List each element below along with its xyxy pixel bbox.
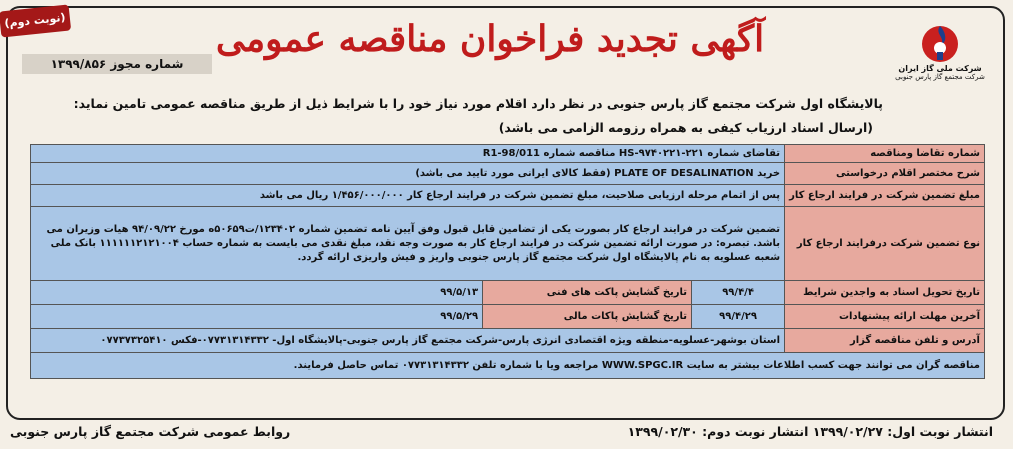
nigc-logo xyxy=(870,18,1010,106)
tech-opening-date: ۹۹/۵/۱۳ xyxy=(31,281,483,305)
delivery-date: ۹۹/۴/۴ xyxy=(692,281,785,305)
permit-number: شماره مجوز ۱۳۹۹/۸۵۶ xyxy=(22,54,212,74)
public-relations: روابط عمومی شرکت مجتمع گاز پارس جنوبی xyxy=(10,424,291,439)
logo-company-sub: شرکت مجتمع گاز پارس جنوبی xyxy=(895,73,985,81)
page-title: آگهی تجدید فراخوان مناقصه عمومی xyxy=(215,18,765,60)
intro-line: پالایشگاه اول شرکت مجتمع گاز پارس جنوبی در نظر دارد اقلام مورد نیاز خود را با شرایط ذیل از طریق مناقصه عمومی تامین نماید: xyxy=(73,96,883,111)
table-row xyxy=(31,353,985,379)
deadline-label: آخرین مهلت ارائه پیشنهادات xyxy=(785,305,985,329)
table-row xyxy=(31,305,985,329)
row-value: تقاضای شماره HS-۹۷۴۰۲۲۱-۲۲۱ مناقصه شماره R1-98/011 xyxy=(31,145,785,163)
financial-opening-label: تاریخ گشایش پاکات مالی xyxy=(483,305,692,329)
round-badge: (نوبت دوم) xyxy=(0,4,71,37)
table-row xyxy=(31,145,985,163)
table-row xyxy=(31,163,985,185)
logo-company-name: شرکت ملی گاز ایران xyxy=(898,64,982,73)
table-row xyxy=(31,185,985,207)
flame-logo-icon xyxy=(917,18,963,64)
table-row xyxy=(31,281,985,305)
row-label: شرح مختصر اقلام درخواستی xyxy=(785,163,985,185)
row-label: مبلغ تضمین شرکت در فرایند ارجاع کار xyxy=(785,185,985,207)
address-value: استان بوشهر-عسلویه-منطقه ویژه اقتصادی انرژی پارس-شرکت مجتمع گاز پارس جنوبی-پالایشگاه اول- ۰۷۷۳۱۳۱۴۳۳۲-فکس ۰۷۷۳۷۳۲۵۴۱۰ xyxy=(31,329,785,353)
row-value: تضمین شرکت در فرایند ارجاع کار بصورت یکی از تضامین قابل قبول وفق آیین نامه تضمین شماره ۱۲۳۴۰۲/ت۵۰۶۵۹ه مورخ ۹۴/۰۹/۲۲ هیات وزیران می باشد. تبصره: در صورت ارائه تضمین شرکت در فرایند ارجاع کار به صورت وجه نقد، مبلغ نقدی می بایست به شماره حساب ۱۱۱۱۱۱۲۱۲۱۰۰۴ بانک ملی شعبه عسلویه به نام پالایشگاه اول شرکت مجتمع گاز پارس جنوبی واریز و فیش واریزی ارائه گردد. xyxy=(31,207,785,281)
tech-opening-label: تاریخ گشایش پاکت های فنی xyxy=(483,281,692,305)
financial-opening-date: ۹۹/۵/۲۹ xyxy=(31,305,483,329)
delivery-label: تاریخ تحویل اسناد به واجدین شرایط xyxy=(785,281,985,305)
row-label: نوع تضمین شرکت درفرایند ارجاع کار xyxy=(785,207,985,281)
contact-note: مناقصه گران می توانند جهت کسب اطلاعات بیشتر به سایت WWW.SPGC.IR مراجعه ویا با شماره تلفن ۰۷۷۳۱۳۱۴۳۳۲ تماس حاصل فرمایند. xyxy=(31,353,985,379)
tender-info-table xyxy=(30,144,985,379)
intro-note: (ارسال اسناد ارزیاب کیفی به همراه رزومه الزامی می باشد) xyxy=(498,120,873,135)
table-row xyxy=(31,329,985,353)
table-row xyxy=(31,207,985,281)
deadline-date: ۹۹/۴/۲۹ xyxy=(692,305,785,329)
row-value: پس از اتمام مرحله ارزیابی صلاحیت، مبلغ تضمین شرکت در فرایند ارجاع کار ۱/۴۵۶/۰۰۰/۰۰۰ ریال می باشد xyxy=(31,185,785,207)
publish-dates: انتشار نوبت اول: ۱۳۹۹/۰۲/۲۷ انتشار نوبت دوم: ۱۳۹۹/۰۲/۳۰ xyxy=(627,424,993,439)
row-label: شماره تقاضا ومناقصه xyxy=(785,145,985,163)
row-value: خرید PLATE OF DESALINATION (فقط کالای ایرانی مورد تایید می باشد) xyxy=(31,163,785,185)
address-label: آدرس و تلفن مناقصه گزار xyxy=(785,329,985,353)
